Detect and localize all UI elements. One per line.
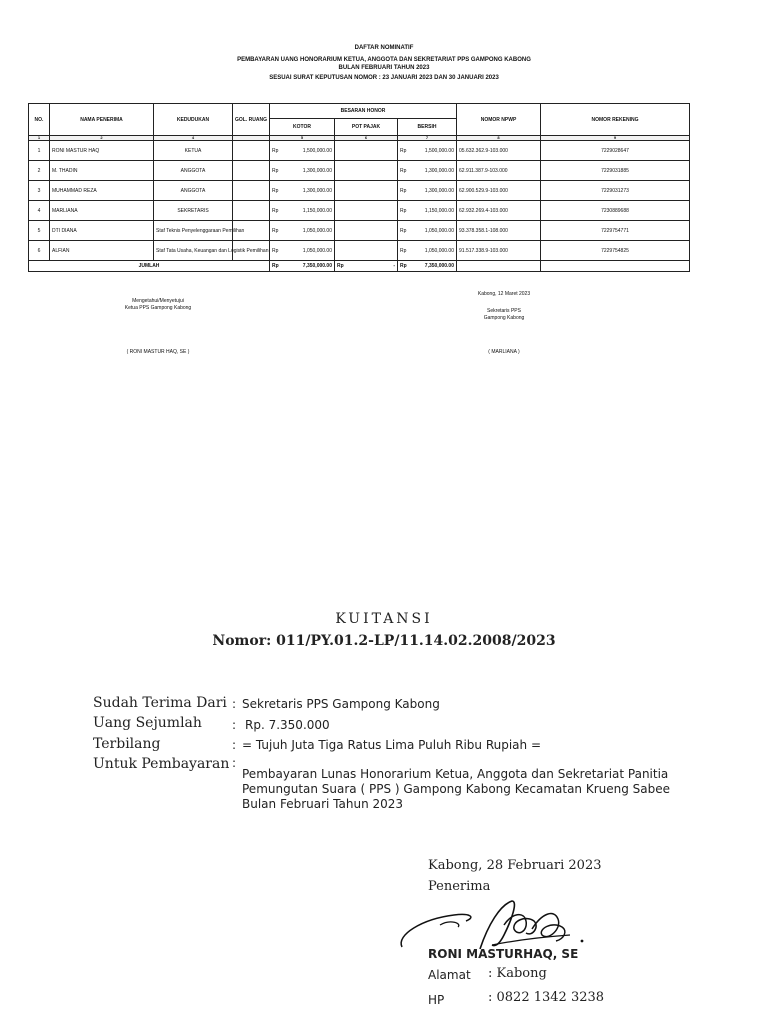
row-bersih — [398, 141, 457, 161]
field-label: Sudah Terima Dari — [93, 695, 227, 711]
currency-symbol: Rp — [400, 147, 407, 154]
field-value-amount: Rp. 7.350.000 — [245, 718, 330, 732]
row-npwp: 62.900.529.9-103.000 — [457, 181, 541, 201]
field-colon: : — [232, 718, 237, 732]
row-rekening: 7229031885 — [541, 161, 690, 181]
row-gol — [233, 161, 270, 181]
row-pajak — [335, 141, 398, 161]
table-row — [29, 241, 690, 261]
bersih-value: 1,050,000.00 — [424, 227, 454, 234]
row-rekening: 7229754771 — [541, 221, 690, 241]
row-bersih — [398, 241, 457, 261]
purpose-text — [242, 767, 670, 812]
total-bersih — [398, 261, 457, 272]
row-nama: MARLIANA — [50, 201, 154, 221]
right-signer-name: ( MARLIANA ) — [488, 349, 520, 355]
row-kotor — [270, 221, 335, 241]
doc-title: DAFTAR NOMINATIF — [354, 45, 414, 51]
row-pajak — [335, 181, 398, 201]
phone-value: : 0822 1342 3238 — [488, 990, 605, 1005]
row-pajak — [335, 161, 398, 181]
currency-symbol: Rp — [400, 263, 407, 269]
field-label: Untuk Pembayaran — [93, 756, 230, 772]
row-npwp: 62.911.387.9-103.000 — [457, 161, 541, 181]
row-bersih — [398, 201, 457, 221]
currency-symbol: Rp — [272, 247, 279, 254]
row-kedudukan: ANGGOTA — [154, 181, 233, 201]
kotor-value: 1,300,000.00 — [302, 187, 332, 194]
kotor-value: 1,150,000.00 — [302, 207, 332, 214]
col-rekening: NOMOR REKENING — [541, 104, 690, 136]
left-position: Ketua PPS Gampong Kabong — [124, 305, 192, 311]
table-row — [29, 161, 690, 181]
index-cell: 5 — [270, 136, 335, 141]
col-besaran-honor: BESARAN HONOR — [270, 104, 457, 119]
bersih-value: 1,300,000.00 — [424, 187, 454, 194]
address-value: : Kabong — [488, 966, 547, 981]
currency-symbol: Rp — [337, 263, 344, 269]
field-colon: : — [232, 697, 237, 711]
currency-symbol: Rp — [272, 263, 279, 269]
row-nama: DTI DIANA — [50, 221, 154, 241]
index-cell: 1 — [29, 136, 50, 141]
field-colon: : — [232, 756, 237, 770]
row-gol — [233, 141, 270, 161]
row-kedudukan: KETUA — [154, 141, 233, 161]
left-signer-name: ( RONI MASTUR HAQ, SE ) — [126, 349, 190, 355]
total-kotor — [270, 261, 335, 272]
row-nama: ALFIAN — [50, 241, 154, 261]
purpose-line: Bulan Februari Tahun 2023 — [242, 797, 404, 811]
index-cell: 9 — [541, 136, 690, 141]
kotor-value: 1,500,000.00 — [302, 147, 332, 154]
total-label: JUMLAH — [29, 261, 270, 272]
row-kedudukan: SEKRETARIS — [154, 201, 233, 221]
total-pajak — [335, 261, 398, 272]
receiver-role: Penerima — [428, 879, 491, 894]
right-signature-date: Kabong, 12 Maret 2023 — [477, 291, 531, 297]
row-npwp: 62.932.269.4-103.000 — [457, 201, 541, 221]
row-kedudukan: Staf Tata Usaha, Keuangan dan Logistik Pemilihan — [154, 241, 233, 261]
table-row — [29, 201, 690, 221]
purpose-line: Pemungutan Suara ( PPS ) Gampong Kabong Kecamatan Krueng Sabee — [242, 782, 671, 796]
row-npwp: 91.517.338.9-103.000 — [457, 241, 541, 261]
receipt-number: Nomor: 011/PY.01.2-LP/11.14.02.2008/2023 — [212, 633, 556, 649]
row-pajak — [335, 221, 398, 241]
row-no: 4 — [29, 201, 50, 221]
col-nama: NAMA PENERIMA — [50, 104, 154, 136]
currency-symbol: Rp — [272, 187, 279, 194]
field-label: Terbilang — [93, 736, 161, 752]
currency-symbol: Rp — [272, 147, 279, 154]
handwritten-signature — [392, 895, 592, 955]
doc-period: BULAN FEBRUARI TAHUN 2023 — [338, 65, 430, 71]
col-no: NO. — [29, 104, 50, 136]
total-bersih-value: 7,350,000.00 — [424, 263, 454, 269]
row-pajak — [335, 241, 398, 261]
row-bersih — [398, 221, 457, 241]
field-value-sender: Sekretaris PPS Gampong Kabong — [242, 697, 440, 711]
field-label: Uang Sejumlah — [93, 715, 202, 731]
col-npwp: NOMOR NPWP — [457, 104, 541, 136]
currency-symbol: Rp — [272, 167, 279, 174]
currency-symbol: Rp — [400, 207, 407, 214]
right-org: Gampong Kabong — [483, 315, 525, 321]
row-gol — [233, 181, 270, 201]
row-kotor — [270, 201, 335, 221]
bersih-value: 1,500,000.00 — [424, 147, 454, 154]
bersih-value: 1,150,000.00 — [424, 207, 454, 214]
row-kedudukan: Staf Teknis Penyelenggaraan Pemilihan — [154, 221, 233, 241]
row-rekening: 7230889688 — [541, 201, 690, 221]
purpose-line: Pembayaran Lunas Honorarium Ketua, Anggota dan Sekretariat Panitia — [242, 767, 669, 781]
field-colon: : — [232, 738, 237, 752]
index-cell: 8 — [457, 136, 541, 141]
row-kotor — [270, 241, 335, 261]
total-npwp — [457, 261, 541, 272]
currency-symbol: Rp — [400, 187, 407, 194]
total-pajak-value: - — [393, 263, 395, 269]
row-kotor — [270, 181, 335, 201]
row-npwp: 05.632.362.9-103.000 — [457, 141, 541, 161]
col-kotor: KOTOR — [270, 119, 335, 136]
row-pajak — [335, 201, 398, 221]
col-bersih: BERSIH — [398, 119, 457, 136]
right-position: Sekretaris PPS — [487, 308, 521, 314]
kotor-value: 1,050,000.00 — [302, 247, 332, 254]
index-cell: 7 — [398, 136, 457, 141]
row-bersih — [398, 161, 457, 181]
doc-reference: SESUAI SURAT KEPUTUSAN NOMOR : 23 JANUARI 2023 DAN 30 JANUARI 2023 — [269, 75, 499, 81]
total-kotor-value: 7,350,000.00 — [302, 263, 332, 269]
currency-symbol: Rp — [400, 247, 407, 254]
row-kotor — [270, 141, 335, 161]
right-signature-block — [444, 308, 564, 322]
row-kotor — [270, 161, 335, 181]
total-rekening — [541, 261, 690, 272]
index-cell: 2 — [50, 136, 154, 141]
row-nama: MUHAMMAD REZA — [50, 181, 154, 201]
row-gol — [233, 201, 270, 221]
col-pajak: POT PAJAK — [335, 119, 398, 136]
left-signature-block — [98, 298, 218, 312]
row-no: 1 — [29, 141, 50, 161]
doc-subtitle: PEMBAYARAN UANG HONORARIUM KETUA, ANGGOTA DAN SEKRETARIAT PPS GAMPONG KABONG — [237, 57, 531, 63]
table-row — [29, 181, 690, 201]
row-nama: RONI MASTUR HAQ — [50, 141, 154, 161]
table-row — [29, 221, 690, 241]
bersih-value: 1,300,000.00 — [424, 167, 454, 174]
currency-symbol: Rp — [272, 227, 279, 234]
table-row — [29, 141, 690, 161]
receipt-title: KUITANSI — [335, 611, 433, 627]
total-row — [29, 261, 690, 272]
col-gol: GOL. RUANG — [233, 104, 270, 136]
index-cell: 6 — [335, 136, 398, 141]
row-rekening: 7229754825 — [541, 241, 690, 261]
row-nama: M. THADIN — [50, 161, 154, 181]
row-kedudukan: ANGGOTA — [154, 161, 233, 181]
row-rekening: 7229028647 — [541, 141, 690, 161]
row-rekening: 7229031273 — [541, 181, 690, 201]
row-bersih — [398, 181, 457, 201]
kotor-value: 1,300,000.00 — [302, 167, 332, 174]
phone-label: HP — [428, 993, 445, 1007]
field-value-terbilang: = Tujuh Juta Tiga Ratus Lima Puluh Ribu Rupiah = — [242, 738, 542, 752]
row-no: 6 — [29, 241, 50, 261]
currency-symbol: Rp — [400, 227, 407, 234]
kotor-value: 1,050,000.00 — [302, 227, 332, 234]
bersih-value: 1,050,000.00 — [424, 247, 454, 254]
left-approval-label: Mengetahui/Menyetujui — [132, 298, 184, 304]
nominative-table — [28, 103, 690, 272]
currency-symbol: Rp — [272, 207, 279, 214]
col-kedudukan: KEDUDUKAN — [154, 104, 233, 136]
currency-symbol: Rp — [400, 167, 407, 174]
row-no: 2 — [29, 161, 50, 181]
address-label: Alamat — [428, 968, 471, 982]
row-no: 3 — [29, 181, 50, 201]
receiver-name: RONI MASTURHAQ, SE — [428, 947, 579, 961]
row-no: 5 — [29, 221, 50, 241]
index-cell: 4 — [154, 136, 233, 141]
row-npwp: 93.378.358.1-108.000 — [457, 221, 541, 241]
receipt-date: Kabong, 28 Februari 2023 — [428, 858, 602, 873]
